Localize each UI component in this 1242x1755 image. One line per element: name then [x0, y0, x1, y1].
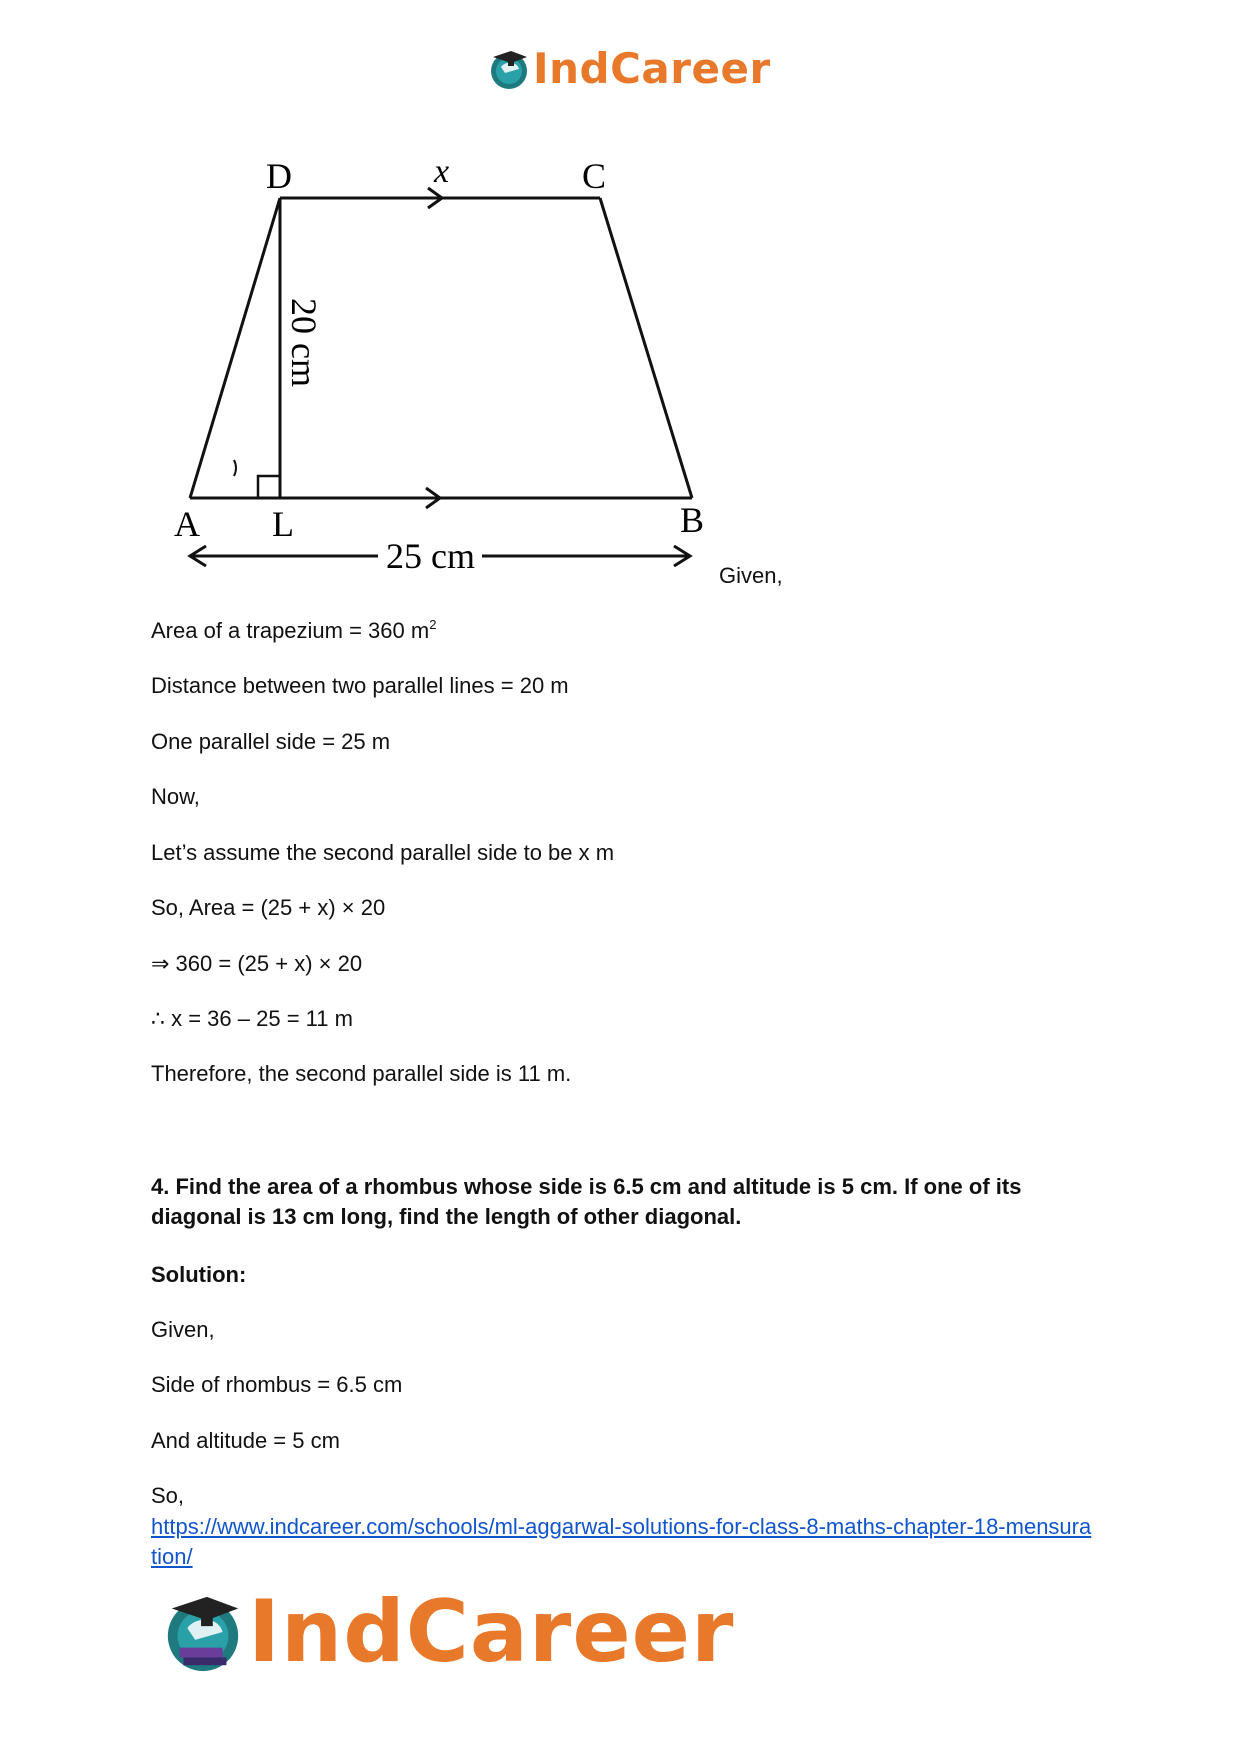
label-a: A [174, 504, 200, 544]
area-text: Area of a trapezium = 360 m [151, 618, 430, 643]
question-4: 4. Find the area of a rhombus whose side is 6.5 cm and altitude is 5 cm. If one of its diagonal is 13 cm long, find the length of other diagonal. [151, 1174, 1022, 1229]
header-logo [487, 44, 771, 93]
footer-logo-text: IndCareer [248, 1582, 735, 1682]
label-b: B [680, 500, 705, 540]
footer-logo [160, 1582, 734, 1682]
angle-tick [234, 460, 236, 476]
implies-line: ⇒ 360 = (25 + x) × 20 [151, 951, 363, 976]
label-height: 20 cm [284, 298, 324, 387]
graduation-globe-icon [487, 47, 531, 91]
one-side-line: One parallel side = 25 m [151, 729, 391, 754]
area-line [151, 618, 436, 644]
conclusion-line: Therefore, the second parallel side is 11 m. [151, 1061, 572, 1086]
header-logo-text: IndCareer [533, 44, 771, 93]
source-link[interactable]: https://www.indcareer.com/schools/ml-aggarwal-solutions-for-class-8-maths-chapter-18-mensuration/ [151, 1514, 1092, 1569]
side-cb [600, 198, 692, 498]
right-angle-mark [258, 476, 280, 498]
label-d: D [266, 156, 292, 196]
given-inline: Given, [719, 563, 783, 588]
q4-side-line: Side of rhombus = 6.5 cm [151, 1372, 403, 1397]
therefore-x-line: ∴ x = 36 – 25 = 11 m [151, 1006, 353, 1031]
solution-label: Solution: [151, 1262, 247, 1287]
distance-line: Distance between two parallel lines = 20 m [151, 673, 569, 698]
label-base: 25 cm [386, 536, 475, 576]
assume-line: Let’s assume the second parallel side to be x m [151, 840, 615, 865]
q4-so-line: So, [151, 1483, 185, 1508]
q4-given-line: Given, [151, 1317, 215, 1342]
label-x: x [434, 153, 450, 190]
label-l: L [272, 504, 294, 544]
now-line: Now, [151, 784, 200, 809]
label-c: C [582, 156, 607, 196]
area-formula-line: So, Area = (25 + x) × 20 [151, 895, 386, 920]
trapezium-diagram [160, 148, 720, 578]
area-exponent: 2 [429, 617, 437, 632]
graduation-globe-icon [160, 1589, 246, 1675]
side-ad [190, 198, 280, 498]
q4-altitude-line: And altitude = 5 cm [151, 1428, 340, 1453]
